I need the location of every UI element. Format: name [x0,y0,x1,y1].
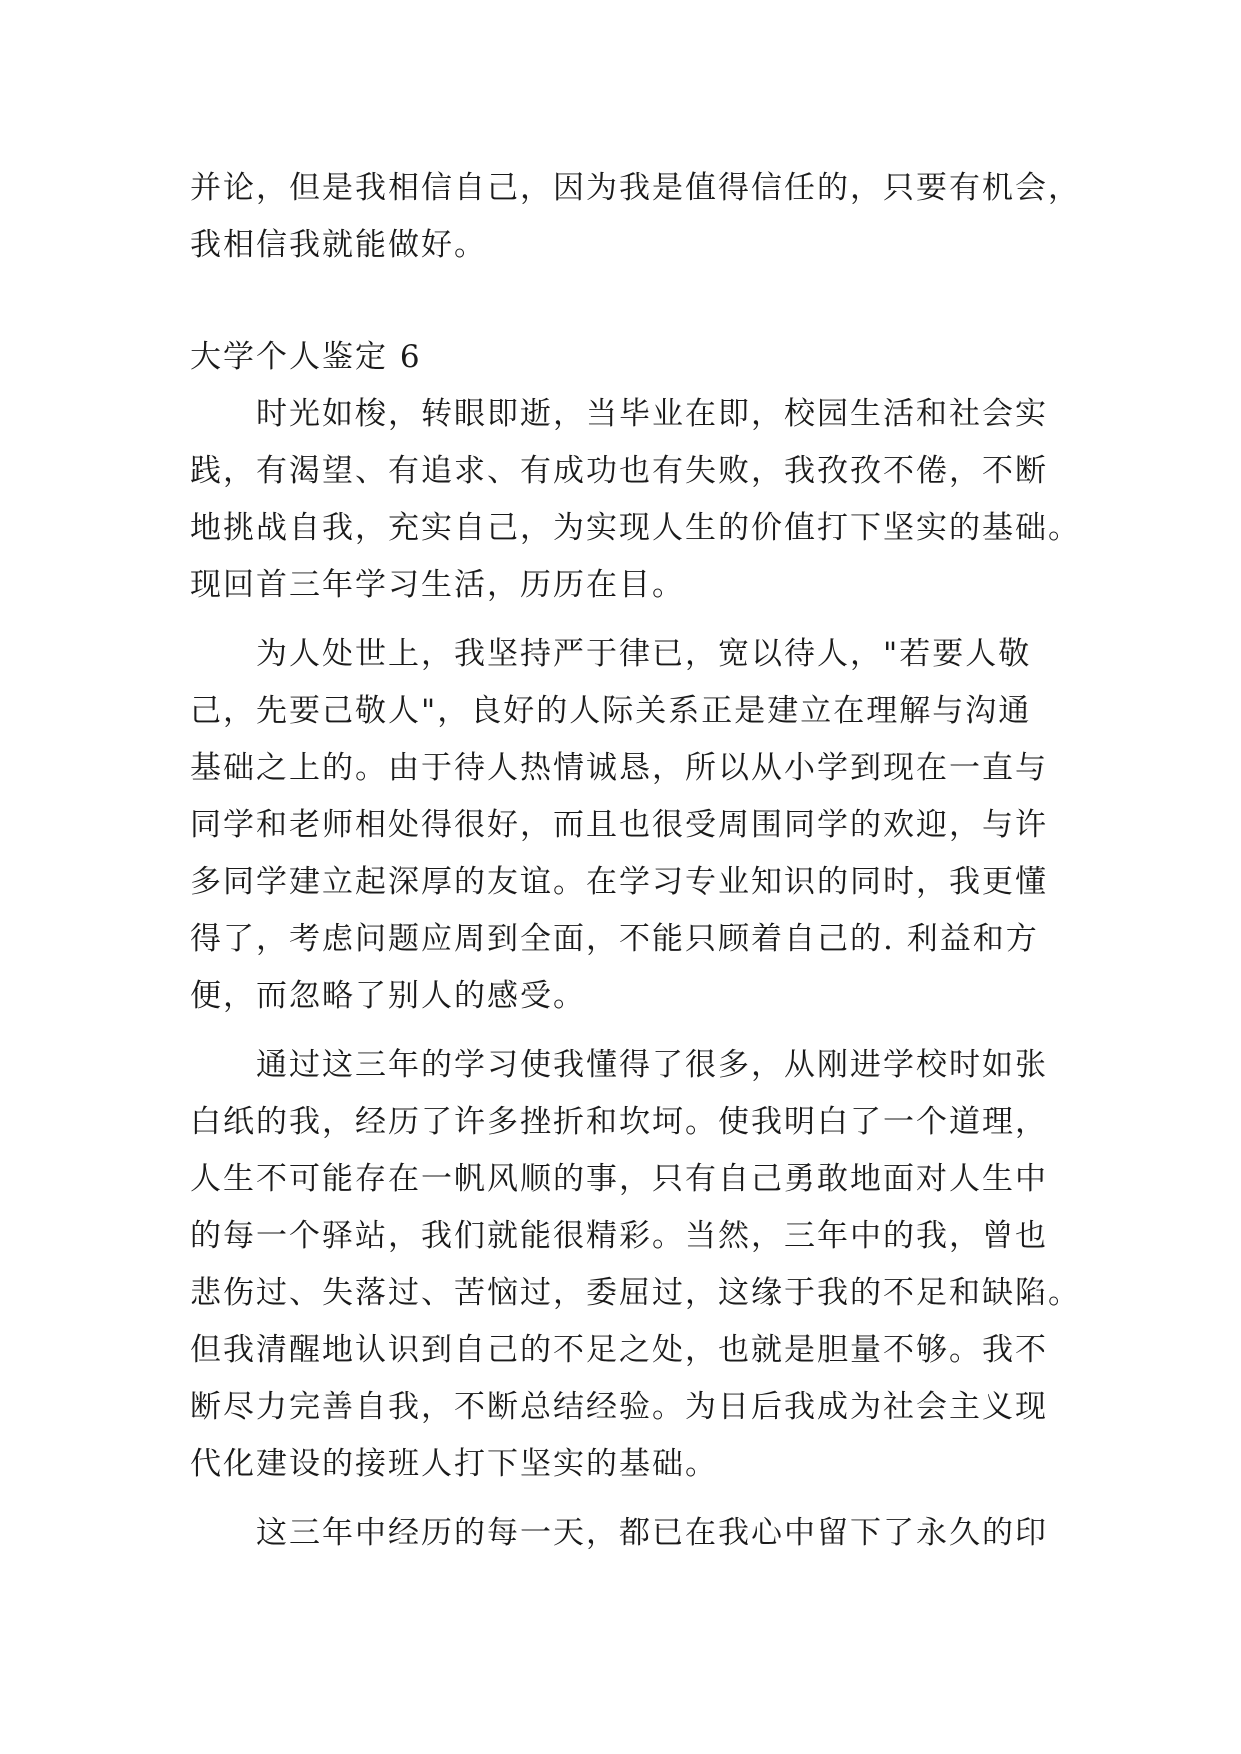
text-line: 己，先要己敬人"，良好的人际关系正是建立在理解与沟通 [190,693,1032,729]
document-body [190,160,1081,1562]
text-line: 通过这三年的学习使我懂得了很多，从刚进学校时如张 [256,1047,1048,1083]
text-line: 现回首三年学习生活，历历在目。 [190,567,685,603]
text-line: 基础之上的。由于待人热情诚恳，所以从小学到现在一直与 [190,750,1048,786]
text-line: 践，有渴望、有追求、有成功也有失败，我孜孜不倦，不断 [190,453,1048,489]
text-line: 地挑战自我，充实自己，为实现人生的价值打下坚实的基础。 [190,510,1081,546]
text-line: 得了，考虑问题应周到全面，不能只顾着自己的. 利益和方 [190,921,1039,957]
spacer [190,1493,1070,1505]
spacer [190,614,1070,626]
text-line: 便，而忽略了别人的感受。 [190,978,586,1014]
spacer [190,1025,1070,1037]
paragraph [190,1505,1070,1562]
text-line: 同学和老师相处得很好，而且也很受周围同学的欢迎，与许 [190,807,1048,843]
text-line: 悲伤过、失落过、苦恼过，委屈过，这缘于我的不足和缺陷。 [190,1275,1081,1311]
paragraph [190,1037,1081,1493]
text-line: 这三年中经历的每一天，都已在我心中留下了永久的印 [256,1515,1048,1551]
text-line: 的每一个驿站，我们就能很精彩。当然，三年中的我，曾也 [190,1218,1048,1254]
text-line: 白纸的我，经历了许多挫折和坎坷。使我明白了一个道理， [190,1104,1048,1140]
text-line: 代化建设的接班人打下坚实的基础。 [190,1446,718,1482]
text-line: 人生不可能存在一帆风顺的事，只有自己勇敢地面对人生中 [190,1161,1048,1197]
paragraph [190,626,1070,1025]
spacer [190,274,1070,329]
text-line: 并论，但是我相信自己，因为我是值得信任的，只要有机会， [190,170,1081,206]
text-line: 时光如梭，转眼即逝，当毕业在即，校园生活和社会实 [256,396,1048,432]
section-title: 大学个人鉴定 6 [190,339,422,375]
text-line: 但我清醒地认识到自己的不足之处，也就是胆量不够。我不 [190,1332,1048,1368]
text-line: 为人处世上，我坚持严于律已，宽以待人，"若要人敬 [256,636,1032,672]
paragraph [190,386,1081,614]
text-line: 我相信我就能做好。 [190,227,487,263]
text-line: 断尽力完善自我，不断总结经验。为日后我成为社会主义现 [190,1389,1048,1425]
text-line: 多同学建立起深厚的友谊。在学习专业知识的同时，我更懂 [190,864,1048,900]
